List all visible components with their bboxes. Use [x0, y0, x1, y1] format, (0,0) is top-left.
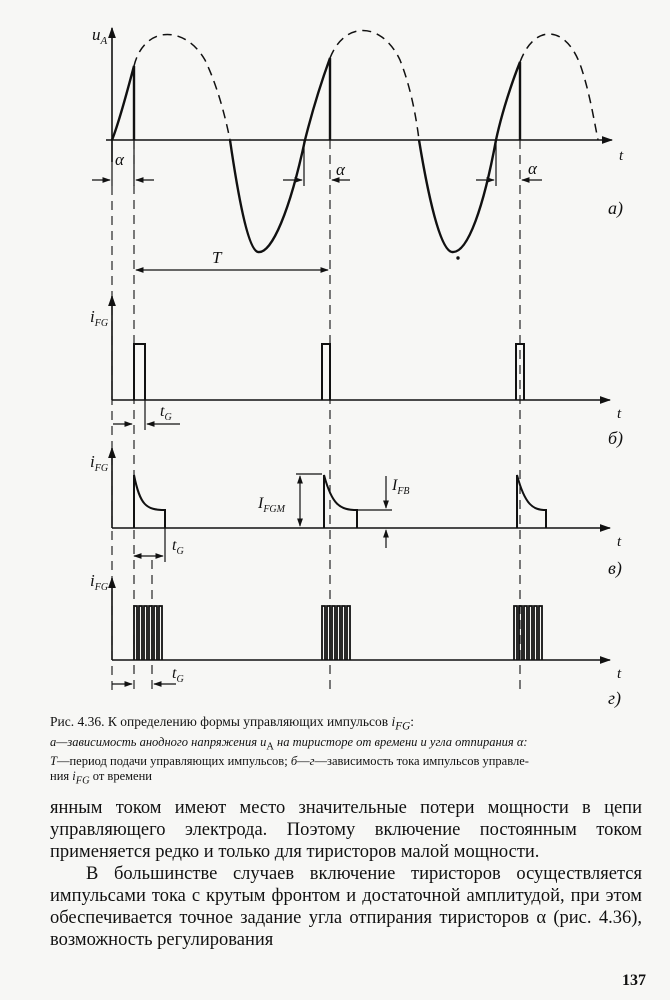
figure-caption [50, 714, 650, 789]
caption-line-t: T—период подачи управляющих импульсов; б—г—зависимость тока импульсов управле- [50, 754, 529, 769]
voltage-dashed-peak-3 [520, 34, 598, 140]
paragraph-2: В большинстве случаев включение тиристоров осуществляется импульсами тока с крутым фронтом и достаточной амплитудой, при этом обеспечивается точное задание угла отпирания тиристоров α (рис. 4.36), возможность регулирования [50, 864, 642, 950]
ifb-label: $I_{FB}$ [392, 477, 410, 497]
period-label: T [212, 248, 222, 267]
panel-c-tg-label: $t_G$ [172, 537, 184, 557]
panel-d-tg-label: $t_G$ [172, 665, 184, 685]
decay-pulse-1 [134, 475, 165, 528]
voltage-solid-curve [112, 58, 520, 252]
panel-a-xlabel: t [619, 148, 624, 164]
panel-b-tag: б) [608, 428, 624, 448]
panel-d-tag: г) [608, 688, 622, 708]
alpha-label-3: α [528, 159, 537, 178]
pulse-train-1 [134, 606, 162, 660]
panel-b-ylabel: $i_{FG}$ [90, 307, 109, 329]
panel-b-tg-label: $t_G$ [160, 403, 172, 423]
panel-c-tag: в) [608, 558, 622, 578]
panel-c-xlabel: t [617, 534, 622, 550]
alpha-label-2: α [336, 160, 345, 179]
body-text [50, 797, 642, 951]
caption-line-a: а—зависимость анодного напряжения $u_А$ на тиристоре от времени и угла отпирания α: [50, 734, 528, 753]
caption-title: Рис. 4.36. К определению формы управляющих импульсов $i_{FG}$: [50, 714, 415, 733]
panel-a-voltage [106, 28, 612, 259]
panel-b-xlabel: t [617, 406, 622, 422]
guide-lines [112, 140, 520, 690]
voltage-dot [457, 257, 459, 259]
caption-line-end: ния $i_{FG}$ от времени [50, 769, 152, 787]
decay-pulse-2 [324, 475, 357, 528]
alpha-markers [92, 140, 542, 186]
page-number: 137 [622, 972, 646, 989]
panel-a-tag: а) [608, 198, 623, 218]
panel-d-pulse-trains [112, 578, 610, 684]
panel-c-decay-pulses [112, 448, 610, 562]
voltage-dashed-peak-2 [330, 30, 419, 140]
panel-c-ylabel: $i_{FG}$ [90, 452, 109, 474]
pulse-train-3 [514, 606, 542, 660]
panel-d-ylabel: $i_{FG}$ [90, 571, 109, 593]
voltage-dashed-peak-1 [134, 34, 230, 140]
panel-b-rect-pulses [112, 296, 610, 430]
panel-a-ylabel: $u_A$ [92, 25, 108, 47]
paragraph-1: янным током имеют место значительные потери мощности в цепи управляющего электрода. Поэтому включение постоянным током применяется редко и только для тиристоров малой мощности. [50, 798, 642, 862]
rect-pulse-1 [134, 344, 145, 400]
panel-d-xlabel: t [617, 666, 622, 682]
ifgm-label: $I_{FGM}$ [258, 495, 285, 515]
pulse-train-2 [322, 606, 350, 660]
decay-pulse-3 [517, 475, 546, 528]
alpha-label-1: α [115, 150, 124, 169]
rect-pulse-2 [322, 344, 330, 400]
